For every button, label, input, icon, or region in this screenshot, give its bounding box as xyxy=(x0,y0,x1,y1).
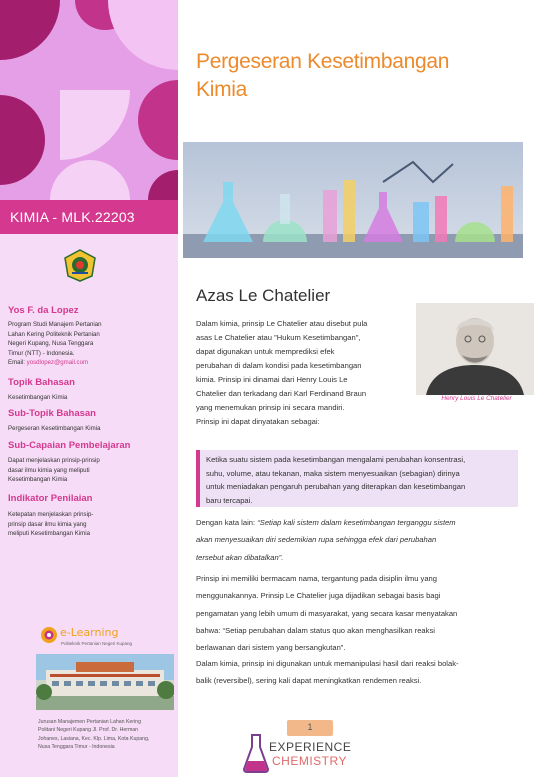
principle-quote-text: Ketika suatu sistem pada kesetimbangan mengalami perubahan konsentrasi, suhu, volume, atau tekanan, maka sistem menyesuaikan (sebagian) dirinya untuk meniadakan pengaruh perubahan yang diterapkan dan kesetimbangan baru tercapai. xyxy=(206,455,466,505)
elearning-subtitle: Politeknik Pertanian Negeri Kupang xyxy=(61,641,133,646)
campus-building-image xyxy=(36,654,174,710)
brand-line-1: EXPERIENCE xyxy=(269,740,352,754)
brand-line-2: CHEMISTRY xyxy=(272,754,347,768)
page-title: Pergeseran Kesetimbangan Kimia xyxy=(196,50,450,101)
elearning-title: e-Learning xyxy=(60,626,119,639)
paragraph-3: Dalam kimia, prinsip ini digunakan untuk memanipulasi hasil dari reaksi bolak- balik (reversibel), sering kali dapat meningkatkan rendemen reaksi. xyxy=(196,659,459,686)
subtopik-value: Pergeseran Kesetimbangan Kimia xyxy=(8,425,101,432)
author-affiliation: Program Studi Manajem Pertanian Lahan Kering Politeknik Pertanian Negeri Kupang, Nusa Tenggara Timur (NTT) - Indonesia. Email: yosdlopez@gmail.com xyxy=(8,321,102,367)
cpmk-body: Dapat menjelaskan prinsip-prinsip dasar ilmu kimia yang meliputi Kesetimbangan Kimia xyxy=(8,457,100,484)
paragraph-1: Dengan kata lain: “Setiap kali sistem dalam kesetimbangan terganggu sistem akan menyesuaikan diri sedemikian rupa sehingga efek dari perubahan tersebut akan dibatalkan”. xyxy=(196,518,456,562)
page-number: 1 xyxy=(307,722,313,732)
lab-glassware-image xyxy=(183,142,523,258)
indikator-title: Indikator Penilaian xyxy=(8,493,93,504)
topik-value: Kesetimbangan Kimia xyxy=(8,394,68,401)
university-logo-icon xyxy=(62,248,98,282)
elearning-logo-icon xyxy=(40,626,58,649)
topik-title: Topik Bahasan xyxy=(8,377,75,388)
subtopik-title: Sub-Topik Bahasan xyxy=(8,408,96,419)
cpmk-title: Sub-Capaian Pembelajaran xyxy=(8,440,131,451)
author-name: Yos F. da Lopez xyxy=(8,305,79,316)
footer-address: Jurusan Manajemen Pertanian Lahan Kering Politani Negeri Kupang Jl. Prof. Dr. Herman Johanes, Lasiana, Kec. Klp. Lima, Kota Kupang, Nusa Tenggara Timur - Indonesia xyxy=(38,719,150,751)
le-chatelier-portrait-image xyxy=(416,303,534,395)
email-link[interactable]: yosdlopez@gmail.com xyxy=(26,359,89,367)
intro-paragraph: Dalam kimia, prinsip Le Chatelier atau disebut pula asas Le Chatelier atau "Hukum Kesetimbangan", dapat digunakan untuk memprediksi efek perubahan di dalam kondisi pada kesetimbangan kimia. Prinsip ini dinamai dari Henry Louis Le Chatelier dan terkadang dari Karl Ferdinand Braun yang menemukan prinsip ini secara mandiri. Prinsip ini dapat dinyatakan sebagai: xyxy=(196,319,368,426)
portrait-caption: Henry Louis Le Chatelier xyxy=(441,395,512,402)
decorative-shapes-art xyxy=(0,0,178,200)
indikator-body: Ketepatan menjelaskan prinsip- prinsip dasar ilmu kimia yang meliputi Kesetimbangan Kimia xyxy=(8,511,94,538)
flask-icon xyxy=(243,733,269,778)
paragraph-2: Prinsip ini memiliki bermacam nama, tergantung pada disiplin ilmu yang menggunakannya. Prinsip Le Chatelier juga dijadikan sebagai basis bagi pengamatan yang lebih umum di masyarakat, yang secara kasar menyatakan bahwa: “Setiap perubahan dalam status quo akan menghasilkan reaksi berlawanan dari sistem yang bersangkutan”. xyxy=(196,574,458,653)
section-heading: Azas Le Chatelier xyxy=(196,286,331,305)
course-label: KIMIA - MLK.22203 xyxy=(10,209,135,225)
